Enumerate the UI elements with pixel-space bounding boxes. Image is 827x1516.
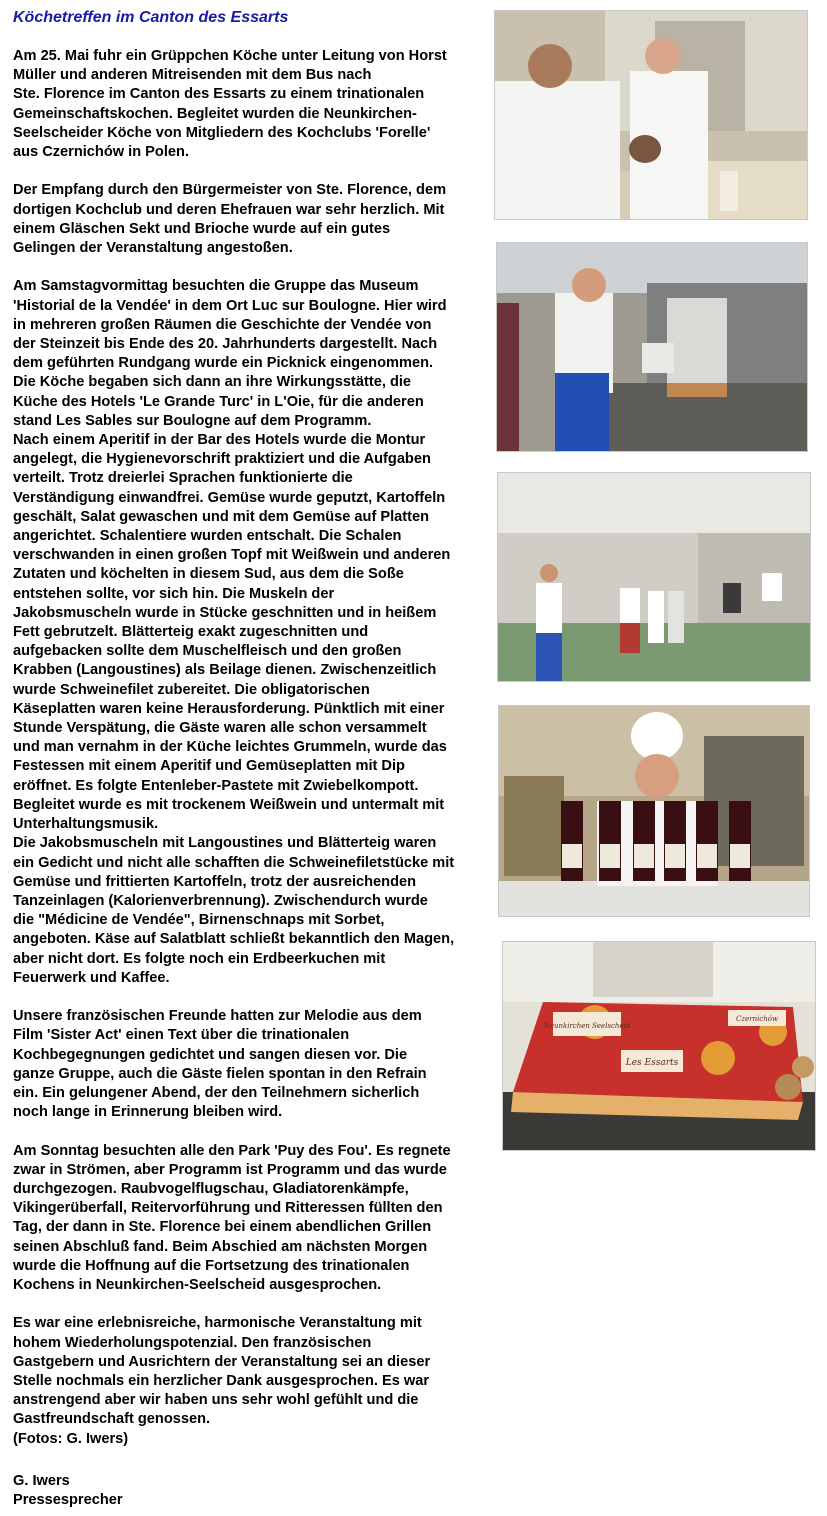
cake-writing-1: Neunkirchen Seelscheid [543,1022,631,1030]
article-title: Köchetreffen im Canton des Essarts [13,9,289,26]
signature: G. Iwers Pressesprecher [13,1473,123,1509]
photo-dining-room [497,472,811,682]
paragraph-saturday: Am Samstagvormittag besuchten die Gruppe das Museum 'Historial de la Vendée' in dem Ort Luc sur Boulogne. Hier wird in mehreren großen Räumen die Geschichte der Vendée von der Steinzeit bis Ende des 20. Jahrhunderts dargestellt. Nach dem geführten Rundgang wurde ein Picknick eingenommen. Die Köche begaben sich dann an ihre Wirkungsstätte, die Küche des Hotels 'Le Grande Turc' in L'Oie, für die anderen stand Les Sables sur Boulogne auf dem Programm. Nach einem Aperitif in der Bar des Hotels wurde die Montur angelegt, die Hygienevorschrift praktiziert und die Aufgaben verteilt. Trotz dreierlei Sprachen funktionierte die Verständigung einwandfrei. Gemüse wurde geputzt, Kartoffeln geschält, Salat gewaschen und mit dem Gemüse auf Platten angerichtet. Schalentiere wurden entschalt. Die Schalen verschwanden in einen großen Topf mit Weißwein und anderen Zutaten und köchelten in diesem Sud, aus dem die Soße entstehen sollte, vor sich hin. Die Muskeln der Jakobsmuscheln wurde in Stücke geschnitten und in heißem Fett gebrutzelt. Blätterteig exakt zugeschnitten und aufgebacken sollte dem Muschelfleisch und den großen Krabben (Langoustines) als Beilage dienen. Zwischenzeitlich wurde Schweinefilet zubereitet. Die obligatorischen Käseplatten waren keine Herausforderung. Pünktlich mit einer Stunde Verspätung, die Gäste waren alle schon versammelt und man vernahm in der Küche leichtes Grummeln, wurde das Festessen mit einem Aperitif und Gemüseplatten mit Dip eröffnet. Es folgte Entenleber-Pastete mit Zwiebelkompott. Begleitet wurde es mit trockenem Weißwein und untermalt mit Unterhaltungsmusik. Die Jakobsmuscheln mit Langoustines und Blätterteig waren ein Gedicht und nicht alle schafften die Schweinefiletstücke mit Gemüse und frittierten Kartoffeln, trotz der ausreichenden Tanzeinlagen (Kalorienverbrennung). Zwischendurch wurde die "Médicine de Vendée", Birnenschnaps mit Sorbet, angeboten. Käse auf Salatblatt schließt bekanntlich den Magen, aber nicht dort. Es folgte noch ein Erdbeerkuchen mit Feuerwerk und Kaffee. [13,278,455,986]
photo-chefs-kitchen [494,10,808,220]
cake-writing-2: Czernichów [736,1015,778,1023]
paragraph-song: Unsere französischen Freunde hatten zur Melodie aus dem Film 'Sister Act' einen Text über die trinationalen Kochbegegnungen gedichtet und sangen diesen vor. Die ganze Gruppe, auch die Gäste fielen spontan in den Refrain ein. Ein gelungener Abend, der den Teilnehmern sicherlich noch lange in Erinnerung bleiben wird. [13,1008,427,1121]
photo-chef-wine-bottles [498,705,810,917]
article-body [13,47,498,1468]
cake-writing-3: Les Essarts [625,1058,679,1068]
paragraph-closing: Es war eine erlebnisreiche, harmonische Veranstaltung mit hohem Wiederholungspotenzial. Den französischen Gastgebern und Ausrichtern der Veranstaltung sei an dieser Stelle nochmals ein herzlicher Dank ausgesprochen. Es war anstrengend aber wir haben uns sehr wohl gefühlt und die Gastfreundschaft genossen. (Fotos: G. Iwers) [13,1315,431,1447]
photo-chef-stove [496,242,808,452]
paragraph-reception: Der Empfang durch den Bürgermeister von Ste. Florence, dem dortigen Kochclub und deren Ehefrauen war sehr herzlich. Mit einem Gläschen Sekt und Brioche wurde auf ein gutes Gelingen der Veranstaltung angestoßen. [13,182,447,257]
paragraph-sunday: Am Sonntag besuchten alle den Park 'Puy des Fou'. Es regnete zwar in Strömen, aber Programm ist Programm und das wurde durchgezogen. Raubvogelflugschau, Gladiatorenkämpfe, Vikingerüberfall, Reitervorführung und Ritteressen füllten den Tag, der dann in Ste. Florence bei einem abendlichen Grillen seinen Abschluß fand. Beim Abschied am nächsten Morgen wurde die Hoffnung auf die Fortsetzung des trinationalen Kochens in Neunkirchen-Seelscheid ausgesprochen. [13,1142,451,1293]
photo-strawberry-cake [502,941,816,1151]
paragraph-arrival: Am 25. Mai fuhr ein Grüppchen Köche unter Leitung von Horst Müller und anderen Mitreisenden mit dem Bus nach Ste. Florence im Canton des Essarts zu einem trinationalen Gemeinschaftskochen. Begleitet wurden die Neunkirchen- Seelscheider Köche von Mitgliedern des Kochclubs 'Forelle' aus Czernichów in Polen. [13,48,447,161]
